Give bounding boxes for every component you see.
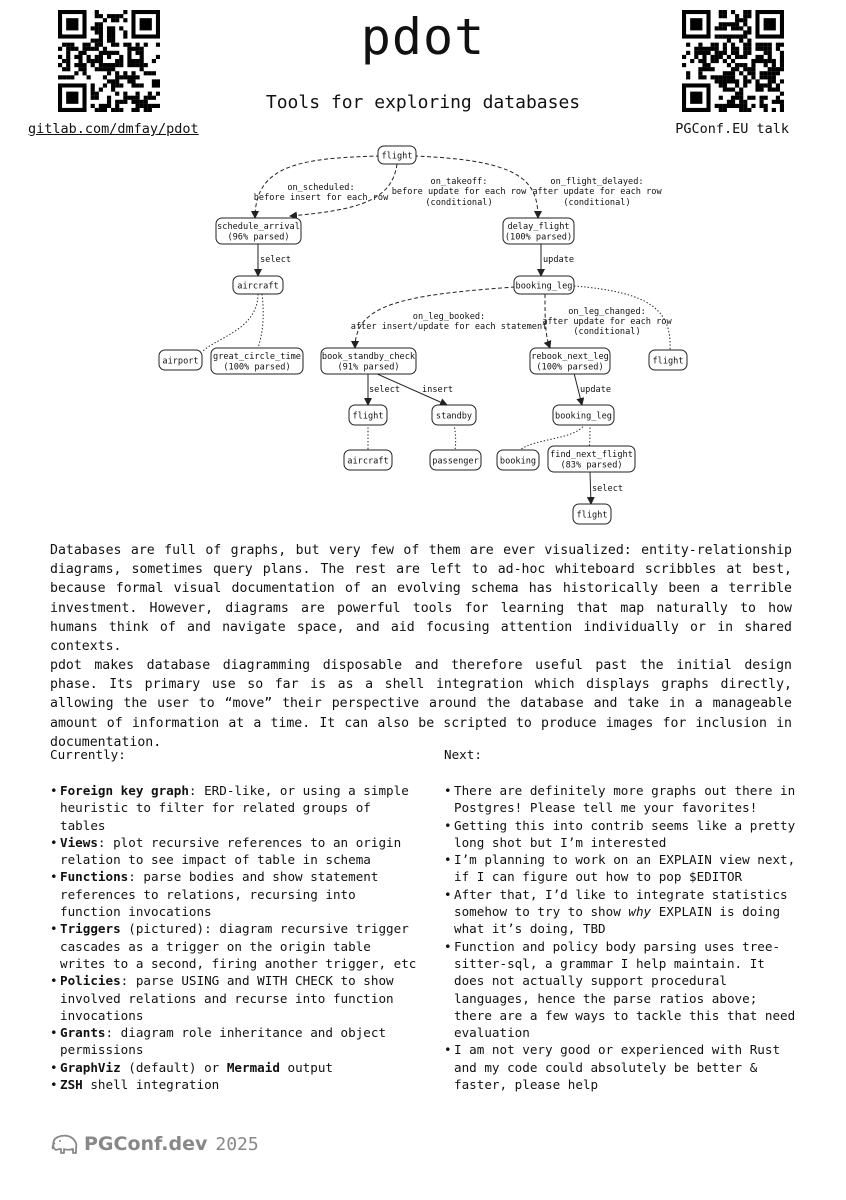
item-text: shell integration xyxy=(82,1077,220,1093)
item-text-2: EXPLAIN is doing what it’s doing, TBD xyxy=(454,904,781,937)
node-aircraft-label: aircraft xyxy=(237,281,279,292)
item-text: There are definitely more graphs out there in Postgres! Please tell me your favorites! xyxy=(454,783,796,816)
item-title: Grants xyxy=(60,1025,106,1041)
node-flight-mid xyxy=(349,405,387,425)
label-insert: insert xyxy=(422,385,454,395)
node-book-standby-check xyxy=(321,348,416,374)
footer-logo xyxy=(50,1133,259,1155)
item-title: ZSH xyxy=(60,1077,83,1093)
edge-standby-passenger xyxy=(454,424,456,450)
item-text: Function and policy body parsing uses tree-sitter-sql, a grammar I help maintain. It does not actually support procedural languages, hence the parse ratios above; there are a few ways to tackle this that need evaluation xyxy=(454,938,796,1041)
node-delay-flight-parsed: (100% parsed) xyxy=(504,232,573,243)
currently-list xyxy=(50,782,420,1093)
label-on-flight-delayed: on_flight_delayed: xyxy=(550,177,644,187)
node-bsc-label: book_standby_check xyxy=(321,352,416,362)
node-flight-right-label: flight xyxy=(652,356,684,367)
list-item xyxy=(444,886,799,938)
page-subtitle: Tools for exploring databases xyxy=(265,92,581,113)
item-title: Functions xyxy=(60,869,129,885)
node-passenger-label: passenger xyxy=(432,456,479,467)
node-aircraft-2-label: aircraft xyxy=(347,456,389,467)
node-flight-bottom-label: flight xyxy=(576,510,608,521)
trigger-diagram xyxy=(0,140,846,535)
node-booking xyxy=(497,450,539,470)
edge-aircraft-gct xyxy=(258,294,263,348)
item-text: After that, I’d like to integrate statistics somehow to try to show xyxy=(454,886,788,920)
label-on-scheduled-detail: before insert for each row xyxy=(253,193,389,203)
node-bsc-parsed: (91% parsed) xyxy=(337,362,400,373)
node-airport xyxy=(159,350,202,370)
node-fnf-parsed: (83% parsed) xyxy=(560,460,623,471)
item-emphasis: why xyxy=(628,904,652,920)
node-booking-label: booking xyxy=(499,456,537,467)
node-airport-label: airport xyxy=(162,356,199,367)
label-on-takeoff-condition: (conditional) xyxy=(425,198,493,208)
item-title: GraphViz xyxy=(60,1059,121,1075)
item-title-2: Mermaid xyxy=(226,1059,280,1075)
list-item xyxy=(50,1059,420,1076)
list-item xyxy=(50,1024,420,1059)
list-item xyxy=(444,851,799,886)
node-fnf-label: find_next_flight xyxy=(550,450,633,460)
list-item xyxy=(50,782,420,834)
pdot-paragraph: pdot makes database diagramming disposable and therefore useful past the initial design phase. Its primary use so far is as a shell integration which displays graphs directly, allowing the user to “move” their perspective around the database and take in a manageable amount of information at a time. It can also be scripted to produce images for inclusion in documentation. xyxy=(50,658,792,750)
node-schedule-arrival-parsed: (96% parsed) xyxy=(227,232,290,243)
list-item xyxy=(444,782,799,817)
node-booking-leg-2 xyxy=(553,405,614,425)
list-item xyxy=(444,1041,799,1093)
item-text: Getting this into contrib seems like a pretty long shot but I’m interested xyxy=(454,817,796,850)
item-text: : ERD-like, or using a simple heuristic to filter for related groups of tables xyxy=(60,783,409,833)
list-item xyxy=(50,834,420,869)
item-text: : parse bodies and show statement references to relations, recursing into function invocations xyxy=(60,869,379,920)
item-text-2: output xyxy=(279,1059,333,1075)
node-booking-leg xyxy=(514,276,574,294)
label-update-2: update xyxy=(580,385,612,395)
node-great-circle-time xyxy=(211,348,303,374)
pgconf-eu-talk-label: PGConf.EU talk xyxy=(675,121,789,137)
node-delay-flight xyxy=(503,218,574,244)
node-delay-flight-label: delay_flight xyxy=(507,222,570,232)
list-item xyxy=(444,817,799,852)
list-item xyxy=(50,972,420,1024)
label-on-takeoff-detail: before update for each row xyxy=(391,187,527,197)
node-aircraft xyxy=(233,276,283,294)
label-on-flight-delayed-detail: after update for each row xyxy=(532,187,662,197)
node-rnl-parsed: (100% parsed) xyxy=(536,362,604,373)
label-select-2: select xyxy=(369,385,401,395)
next-list xyxy=(444,782,799,1093)
node-flight-mid-label: flight xyxy=(352,411,384,422)
list-item xyxy=(444,938,799,1042)
list-item xyxy=(50,868,420,920)
edge-booking-leg-fnf xyxy=(589,424,590,448)
label-update: update xyxy=(543,255,575,265)
page-title: pdot xyxy=(360,8,486,66)
item-title: Policies xyxy=(60,973,121,989)
gitlab-link[interactable]: gitlab.com/dmfay/pdot xyxy=(28,121,199,137)
list-item xyxy=(50,920,420,972)
list-item xyxy=(50,1076,420,1093)
node-rebook-next-leg xyxy=(530,348,610,374)
label-on-leg-booked-detail: after insert/update for each statement xyxy=(350,322,548,332)
item-text: I am not very good or experienced with Rust and my code could absolutely be better & faster, please help xyxy=(454,1042,781,1093)
node-gct-parsed: (100% parsed) xyxy=(223,362,291,373)
item-title: Foreign key graph xyxy=(60,783,189,798)
node-flight-top-label: flight xyxy=(381,151,413,162)
item-title: Triggers xyxy=(60,921,121,937)
label-on-flight-delayed-condition: (conditional) xyxy=(563,198,631,208)
next-heading: Next: xyxy=(444,747,482,762)
node-rnl-label: rebook_next_leg xyxy=(531,352,609,362)
node-flight-right xyxy=(649,350,687,370)
node-passenger xyxy=(430,450,481,470)
item-text: (default) or xyxy=(120,1059,227,1075)
node-schedule-arrival-label: schedule_arrival xyxy=(217,222,300,232)
label-on-takeoff: on_takeoff: xyxy=(430,177,488,187)
item-title: Views xyxy=(60,834,98,850)
item-text: : parse USING and WITH CHECK to show involved relations and recurse into function invocations xyxy=(60,973,394,1023)
item-text: : plot recursive references to an origin relation to see impact of table in schema xyxy=(60,834,402,868)
node-aircraft-2 xyxy=(344,450,392,470)
node-standby-label: standby xyxy=(435,411,473,422)
label-on-leg-booked: on_leg_booked: xyxy=(412,312,486,322)
currently-heading: Currently: xyxy=(50,747,126,762)
label-select-3: select xyxy=(592,484,624,494)
edge-aircraft-airport xyxy=(202,294,258,352)
node-schedule-arrival xyxy=(216,218,301,244)
label-on-leg-changed: on_leg_changed: xyxy=(568,307,646,317)
node-standby xyxy=(432,405,476,425)
item-text: : diagram role inheritance and object permissions xyxy=(60,1025,387,1058)
label-on-leg-changed-condition: (conditional) xyxy=(573,327,641,337)
label-select: select xyxy=(260,255,292,265)
elephant-icon xyxy=(50,1133,80,1155)
edge-select-flight-2 xyxy=(590,472,591,504)
node-gct-label: great_circle_time xyxy=(213,352,301,362)
node-booking-leg-2-label: booking_leg xyxy=(555,411,612,422)
node-find-next-flight xyxy=(548,446,635,472)
item-text: I’m planning to work on an EXPLAIN view next, if I can figure out how to pop $EDITOR xyxy=(454,852,796,885)
label-on-leg-changed-detail: after update for each row xyxy=(542,317,672,327)
node-booking-leg-label: booking_leg xyxy=(515,281,573,292)
node-flight-bottom xyxy=(573,504,611,524)
intro-paragraph: Databases are full of graphs, but very few of them are ever visualized: entity-relationship diagrams, sometimes query plans. The rest are left to ad-hoc whiteboard scribbles at best, because formal visual documentation of an evolving schema has historically been a terrible investment. However, diagrams are powerful tools for learning that map naturally to how humans think of and navigate space, and aid focusing attention individually or in shared contexts. xyxy=(50,543,792,655)
footer-year: 2025 xyxy=(215,1133,259,1155)
item-text: (pictured): diagram recursive trigger cascades as a trigger on the origin table writes to a second, firing another trigger, etc xyxy=(60,921,417,971)
node-flight-top xyxy=(378,146,416,164)
footer-logo-text: PGConf.dev xyxy=(84,1133,208,1155)
label-on-scheduled: on_scheduled: xyxy=(287,183,355,193)
